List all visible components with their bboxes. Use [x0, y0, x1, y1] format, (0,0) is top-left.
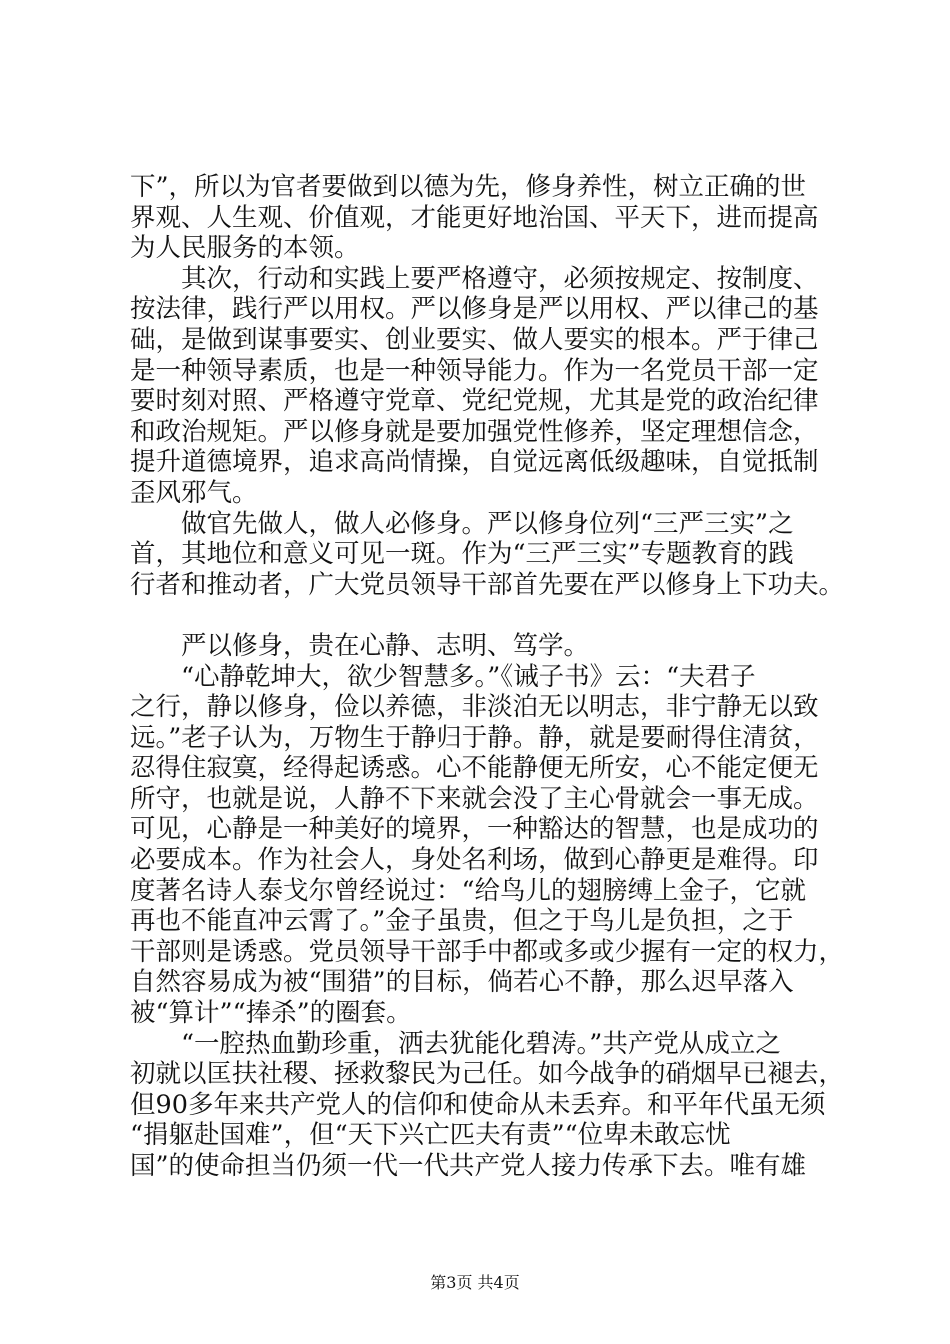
- text-line: 国”的使命担当仍须一代一代共产党人接力传承下去。唯有雄: [130, 1151, 807, 1181]
- text-line: 所守，也就是说，人静不下来就会没了主心骨就会一事无成。: [130, 783, 819, 814]
- text-line: “捐躯赴国难”，但“天下兴亡匹夫有责”“位卑未敢忘忧: [130, 1120, 731, 1151]
- text-line: “心静乾坤大，欲少智慧多。”《诫子书》云：“夫君子: [181, 661, 756, 692]
- text-line: 行者和推动者，广大党员领导干部首先要在严以修身上下功夫。: [130, 569, 845, 600]
- text-line: 但90多年来共产党人的信仰和使命从未丢弃。和平年代虽无须: [130, 1089, 826, 1120]
- text-line: 再也不能直冲云霄了。”金子虽贵，但之于鸟儿是负担，之于: [130, 906, 794, 937]
- text-line: 要时刻对照、严格遵守党章、党纪党规，尤其是党的政治纪律: [130, 386, 819, 417]
- text-line: 歪风邪气。: [130, 477, 258, 508]
- text-line: 为人民服务的本领。: [130, 233, 360, 264]
- text-line: 必要成本。作为社会人，身处名利场，做到心静更是难得。印: [130, 845, 819, 876]
- text-line: 远。”老子认为，万物生于静归于静。静，就是要耐得住清贫，: [130, 722, 819, 753]
- text-line: 其次，行动和实践上要严格遵守，必须按规定、按制度、: [181, 263, 819, 294]
- text-line: 可见，心静是一种美好的境界，一种豁达的智慧，也是成功的: [130, 814, 819, 845]
- text-line: 和政治规矩。严以修身就是要加强党性修养，坚定理想信念，: [130, 416, 819, 447]
- text-line: 下”，所以为官者要做到以德为先，修身养性，树立正确的世: [130, 172, 807, 202]
- text-line: 自然容易成为被“围猎”的目标，倘若心不静，那么迟早落入: [130, 967, 794, 998]
- text-line: 干部则是诱惑。党员领导干部手中都或多或少握有一定的权力，: [130, 936, 845, 967]
- text-line: 础，是做到谋事要实、创业要实、做人要实的根本。严于律己: [130, 324, 819, 355]
- text-line: 度著名诗人泰戈尔曾经说过：“给鸟儿的翅膀缚上金子，它就: [130, 875, 807, 906]
- text-line: 提升道德境界，追求高尚情操，自觉远离低级趣味，自觉抵制: [130, 447, 819, 478]
- text-line: 首，其地位和意义可见一斑。作为“三严三实”专题教育的践: [130, 539, 794, 570]
- text-line: 是一种领导素质，也是一种领导能力。作为一名党员干部一定: [130, 355, 819, 386]
- text-line: 做官先做人，做人必修身。严以修身位列“三严三实”之: [181, 508, 794, 539]
- text-line: 界观、人生观、价值观，才能更好地治国、平天下，进而提高: [130, 202, 819, 233]
- text-line: 忍得住寂寞，经得起诱惑。心不能静便无所安，心不能定便无: [130, 753, 819, 784]
- text-line: 被“算计”“捧杀”的圈套。: [130, 998, 412, 1029]
- page-footer: 第3页 共4页: [430, 1273, 520, 1292]
- text-line: 初就以匡扶社稷、拯救黎民为己任。如今战争的硝烟早已褪去，: [130, 1059, 845, 1090]
- blank-line: [130, 600, 830, 631]
- text-line: 严以修身，贵在心静、志明、笃学。: [181, 630, 590, 661]
- document-body: [130, 172, 845, 1182]
- text-line: “一腔热血勤珍重，洒去犹能化碧涛。”共产党从成立之: [181, 1028, 781, 1059]
- text-line: 之行，静以修身，俭以养德，非淡泊无以明志，非宁静无以致: [130, 692, 819, 723]
- text-line: 按法律，践行严以用权。严以修身是严以用权、严以律己的基: [130, 294, 819, 325]
